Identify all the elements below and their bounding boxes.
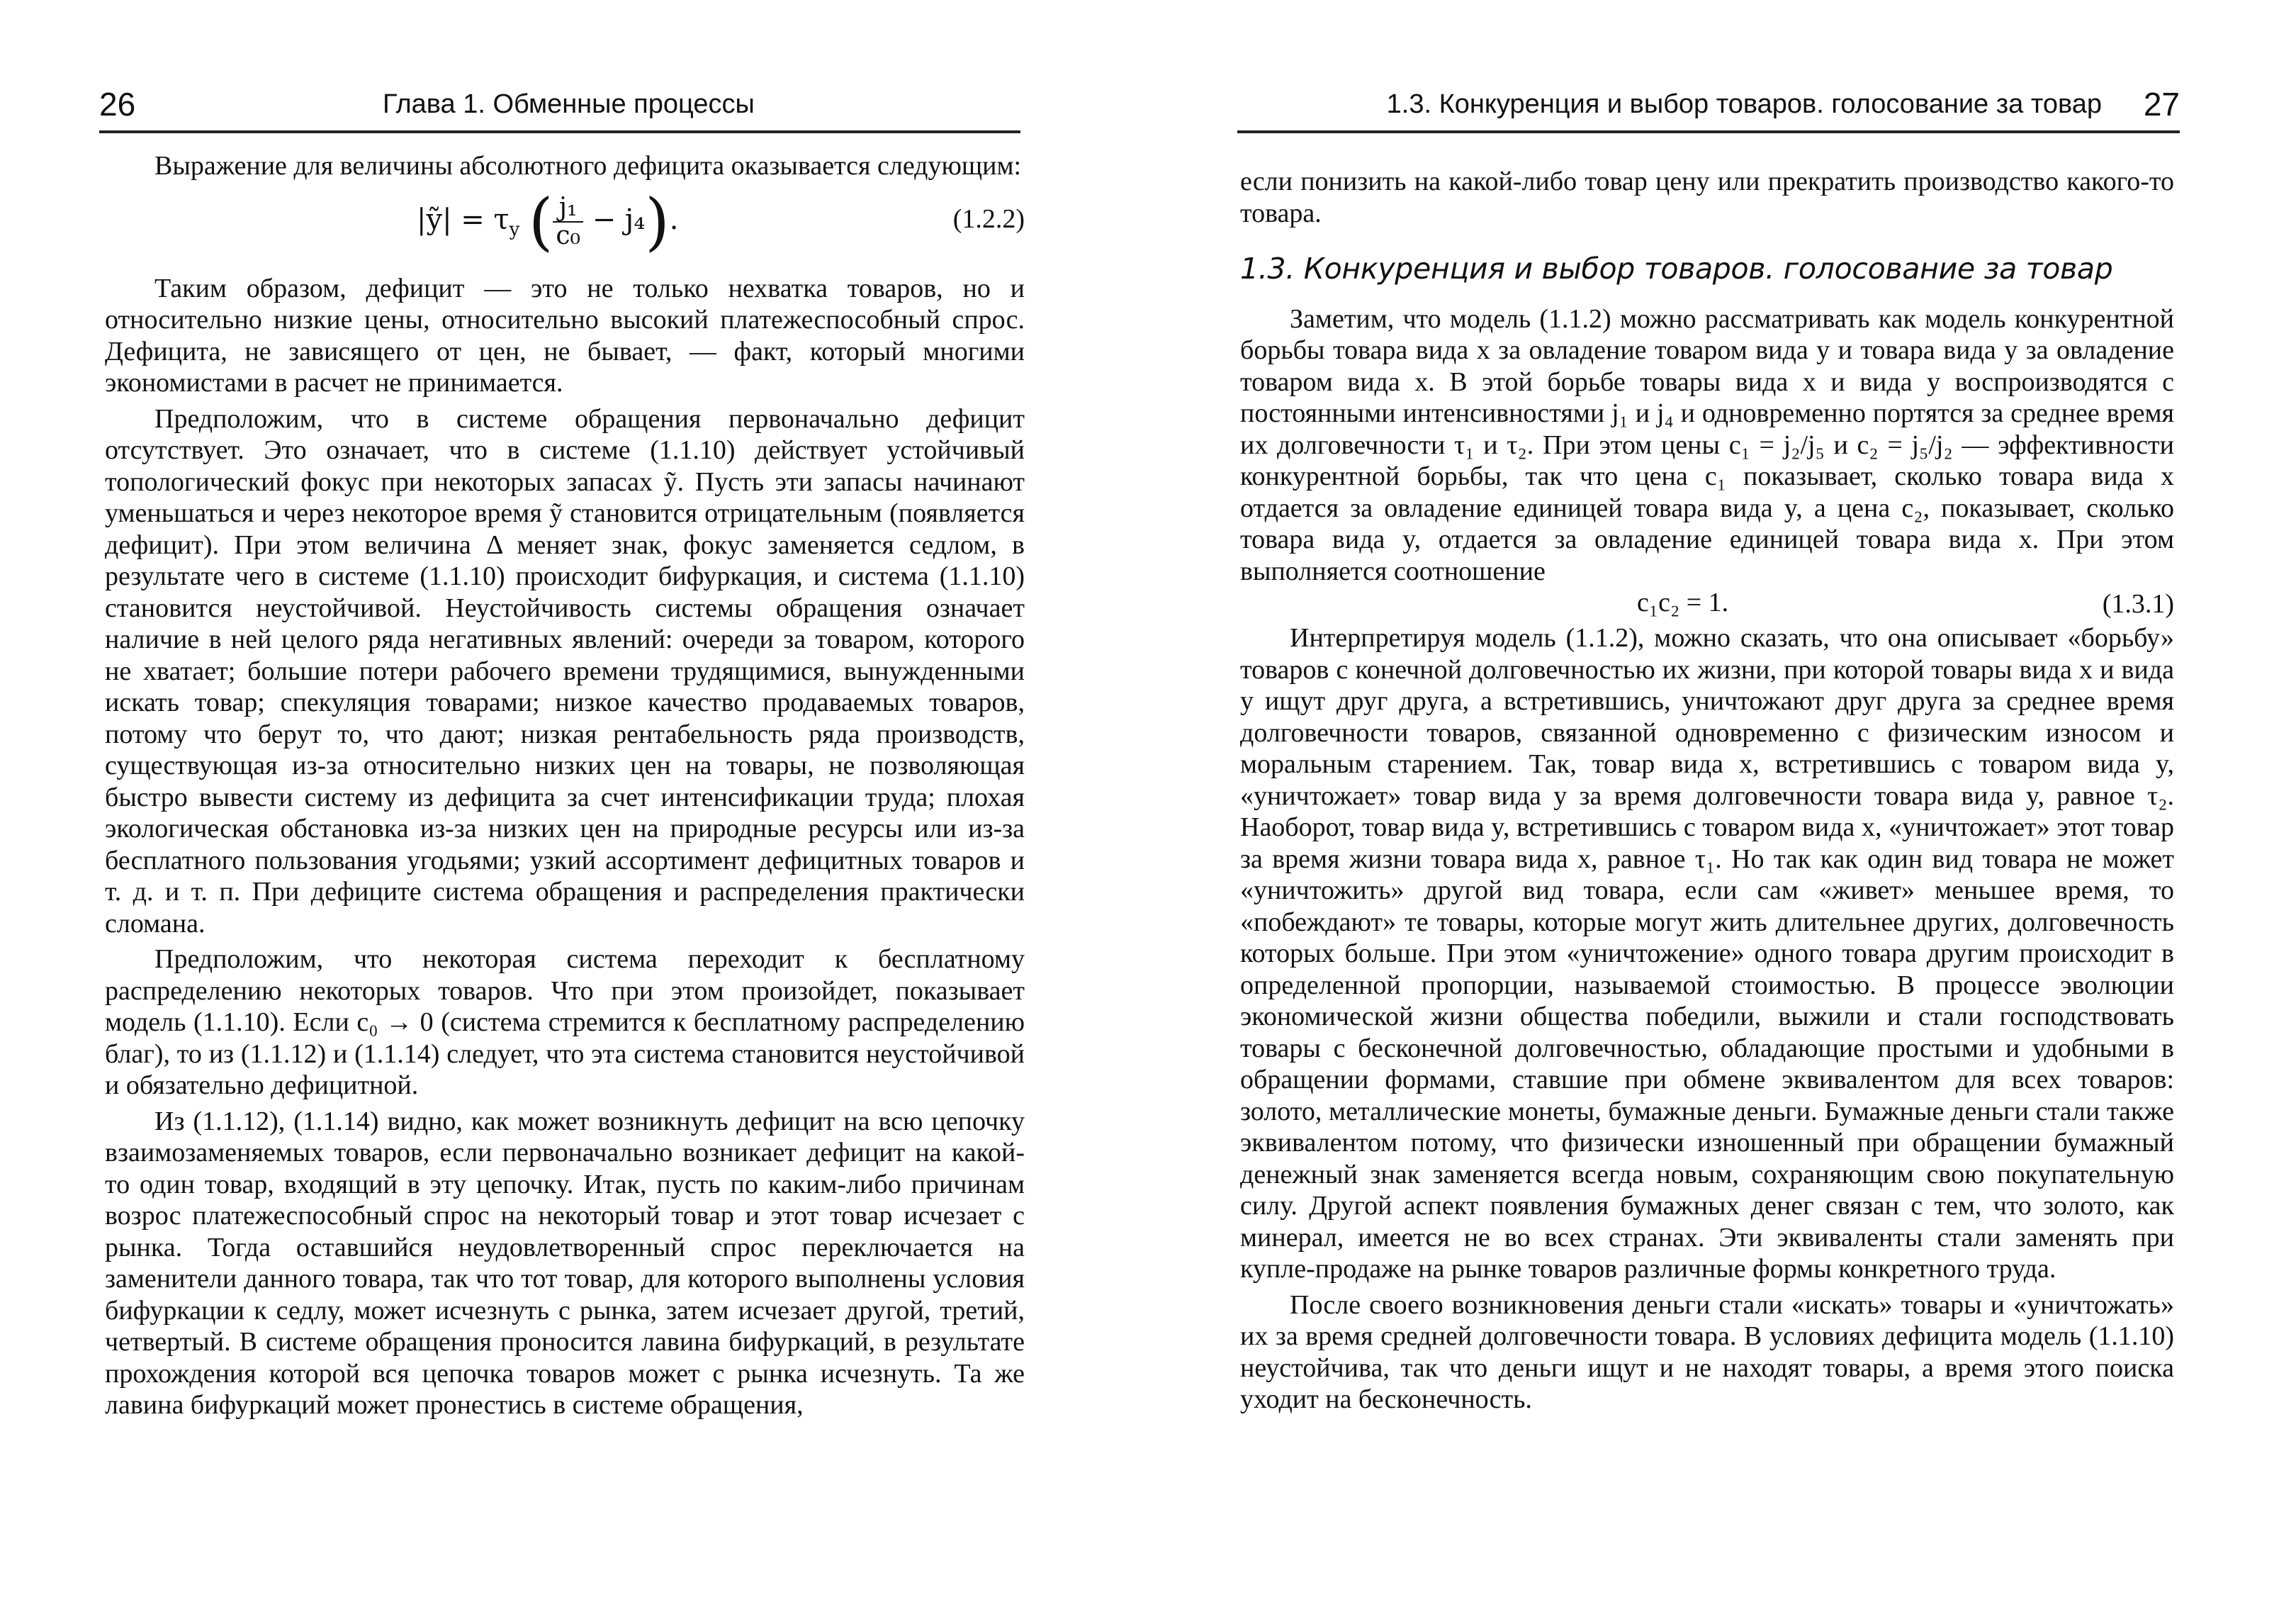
left-running-header (99, 84, 1020, 133)
right-paragraph-2: Интерпретируя модель (1.1.2), можно сказать, что она описывает «борьбу» товаров с конечной долговечностью их жизни, при которой товары вида x и вида y ищут друг друга, а встретившись, уничтожают друг друга за среднее время долговечности товаров, связанной одновременно с физическим износом и моральным старением. Так, товар вида x, встретившись с товаром вида y, «уничтожает» товар вида y за время долговечности товара вида y, равное τ₂. Наоборот, товар вида y, встретившись с товаром вида x, «уничтожает» этот товар за время жизни товара вида x, равное τ₁. Но так как один вид товара не может «уничтожить» другой вид товара, если сам «живет» меньшее время, то «побеждают» те товары, которые могут жить длительнее других, долговечность которых больше. При этом «уничтожение» одного товара другим происходит в определенной пропорции, называемой стоимостью. В процессе эволюции экономической жизни общества победили, выжили и стали господствовать товары с бесконечной долговечностью, обладающие простыми и удобными в обращении формами, ставшие при обмене эквивалентом для всех товаров: золото, металлические монеты, бумажные деньги. Бумажные деньги стали также эквивалентом потому, что физически изношенный при обращении бумажный денежный знак заменяется всегда новым, сохраняющим свою покупательную силу. Другой аспект появления бумажных денег связан с тем, что золото, как минерал, имеется не во всех странах. Эти эквиваленты стали заменять при купле-продаже на рынке товаров различные формы конкретного труда. (1240, 623, 2174, 1284)
equation-1-3-1 (1240, 587, 2174, 622)
equation-formula-2: c₁c₂ = 1. (1637, 588, 1729, 617)
right-header-title: 1.3. Конкуренция и выбор товаров. голосование за товар (1386, 89, 2102, 119)
right-page (1148, 0, 2296, 1619)
right-paren: ) (645, 184, 670, 258)
right-paragraph-3: После своего возникновения деньги стали «искать» товары и «уничтожать» их за время средней долговечности товара. В условиях дефицита модель (1.1.10) неустойчива, так что деньги ищут и не находят товары, а время этого поиска уходит на бесконечность. (1240, 1289, 2174, 1414)
fraction-denominator: c₀ (556, 220, 580, 250)
right-running-header (1237, 84, 2180, 133)
left-paragraph-3: Предположим, что некоторая система переходит к бесплатному распределению некоторых товаров. Что при этом произойдет, показывает модель (1.1.10). Если c₀ → 0 (система стремится к бесплатному распределению благ), то из (1.1.12) и (1.1.14) следует, что эта система становится неустойчивой и обязательно дефицитной. (105, 944, 1025, 1100)
fraction-numerator: j₁ (553, 194, 583, 223)
left-paragraph-4: Из (1.1.12), (1.1.14) видно, как может возникнуть дефицит на всю цепочку взаимозаменяемых товаров, если первоначально возникает дефицит на какой-то один товар, входящий в эту цепочку. Итак, пусть по каким-либо причинам возрос платежеспособный спрос на некоторый товар и этот товар исчезает с рынка. Тогда оставшийся неудовлетворенный спрос переключается на заменители данного товара, так что тот товар, для которого выполнены условия бифуркации к седлу, может исчезнуть с рынка, затем исчезает другой, третий, четвертый. В системе обращения проносится лавина бифуркаций, в результате прохождения которой вся цепочка товаров может с рынка исчезнуть. Та же лавина бифуркаций может пронестись в системе обращения, (105, 1106, 1025, 1420)
left-intro-paragraph: Выражение для величины абсолютного дефицита оказывается следующим: (154, 151, 1022, 181)
equation-number: (1.2.2) (952, 203, 1025, 234)
equation-formula (417, 184, 679, 258)
right-continuation-paragraph: если понизить на какой-либо товар цену или прекратить производство какого-то товара. (1240, 167, 2174, 228)
left-paren: ( (529, 184, 553, 258)
equation-lhs: |ỹ| = τ (417, 203, 510, 236)
equation-number-2: (1.3.1) (2102, 589, 2174, 619)
left-header-title: Глава 1. Обменные процессы (383, 89, 755, 119)
left-paragraph-2: Предположим, что в системе обращения первоначально дефицит отсутствует. Это означает, что в системе (1.1.10) действует устойчивый топологический фокус при некоторых запасах ỹ. Пусть эти запасы начинают уменьшаться и через некоторое время ỹ становится отрицательным (появляется дефицит). При этом величина Δ меняет знак, фокус заменяется седлом, в результате чего в системе (1.1.10) происходит бифуркация, и система (1.1.10) становится неустойчивой. Неустойчивость системы обращения означает наличие в ней целого ряда негативных явлений: очереди за товаром, которого не хватает; большие потери рабочего времени трудящимися, вынужденными искать товар; спекуляция товарами; низкое качество продаваемых товаров, потому что берут то, что дают; низкая рентабельность ряда производств, существующая из-за относительно низких цен на товары, не позволяющая быстро вывести систему из дефицита за счет интенсификации труда; плохая экологическая обстановка из-за низких цен на природные ресурсы или из-за бесплатного пользования угодьями; узкий ассортимент дефицитных товаров и т. д. и т. п. При дефиците система обращения и распределения практически сломана. (105, 403, 1025, 939)
equation-fraction (553, 194, 583, 250)
left-paragraph-1: Таким образом, дефицит — это не только нехватка товаров, но и относительно низкие цены, относительно высокий платежеспособный спрос. Дефицита, не зависящего от цен, не бывает, — факт, который многими экономистами в расчет не принимается. (105, 273, 1025, 398)
equation-tail: . (669, 203, 679, 236)
left-body (105, 150, 1025, 1421)
right-paragraph-1: Заметим, что модель (1.1.2) можно рассматривать как модель конкурентной борьбы товара вида x за овладение товаром вида y и товара вида y за овладение товаром вида x. В этой борьбе товары вида x и вида y воспроизводятся с постоянными интенсивностями j₁ и j₄ и одновременно портятся за среднее время их долговечности τ₁ и τ₂. При этом цены c₁ = j₂/j₅ и c₂ = j₅/j₂ — эффективности конкурентной борьбы, так что цена c₁ показывает, сколько товара вида x отдается за овладение единицей товара вида y, а цена c₂, показывает, сколько товара вида y, отдается за овладение единицей товара вида x. При этом выполняется соотношение (1240, 303, 2174, 586)
right-page-number: 27 (2143, 86, 2180, 123)
equation-lhs-sub: y (509, 218, 520, 240)
equation-rest: − j₄ (592, 203, 646, 236)
left-page-number: 26 (99, 86, 136, 123)
equation-1-2-2 (105, 186, 1025, 270)
right-body (1240, 166, 2174, 1416)
section-title: 1.3. Конкуренция и выбор товаров. голосование за товар (1240, 252, 2113, 286)
